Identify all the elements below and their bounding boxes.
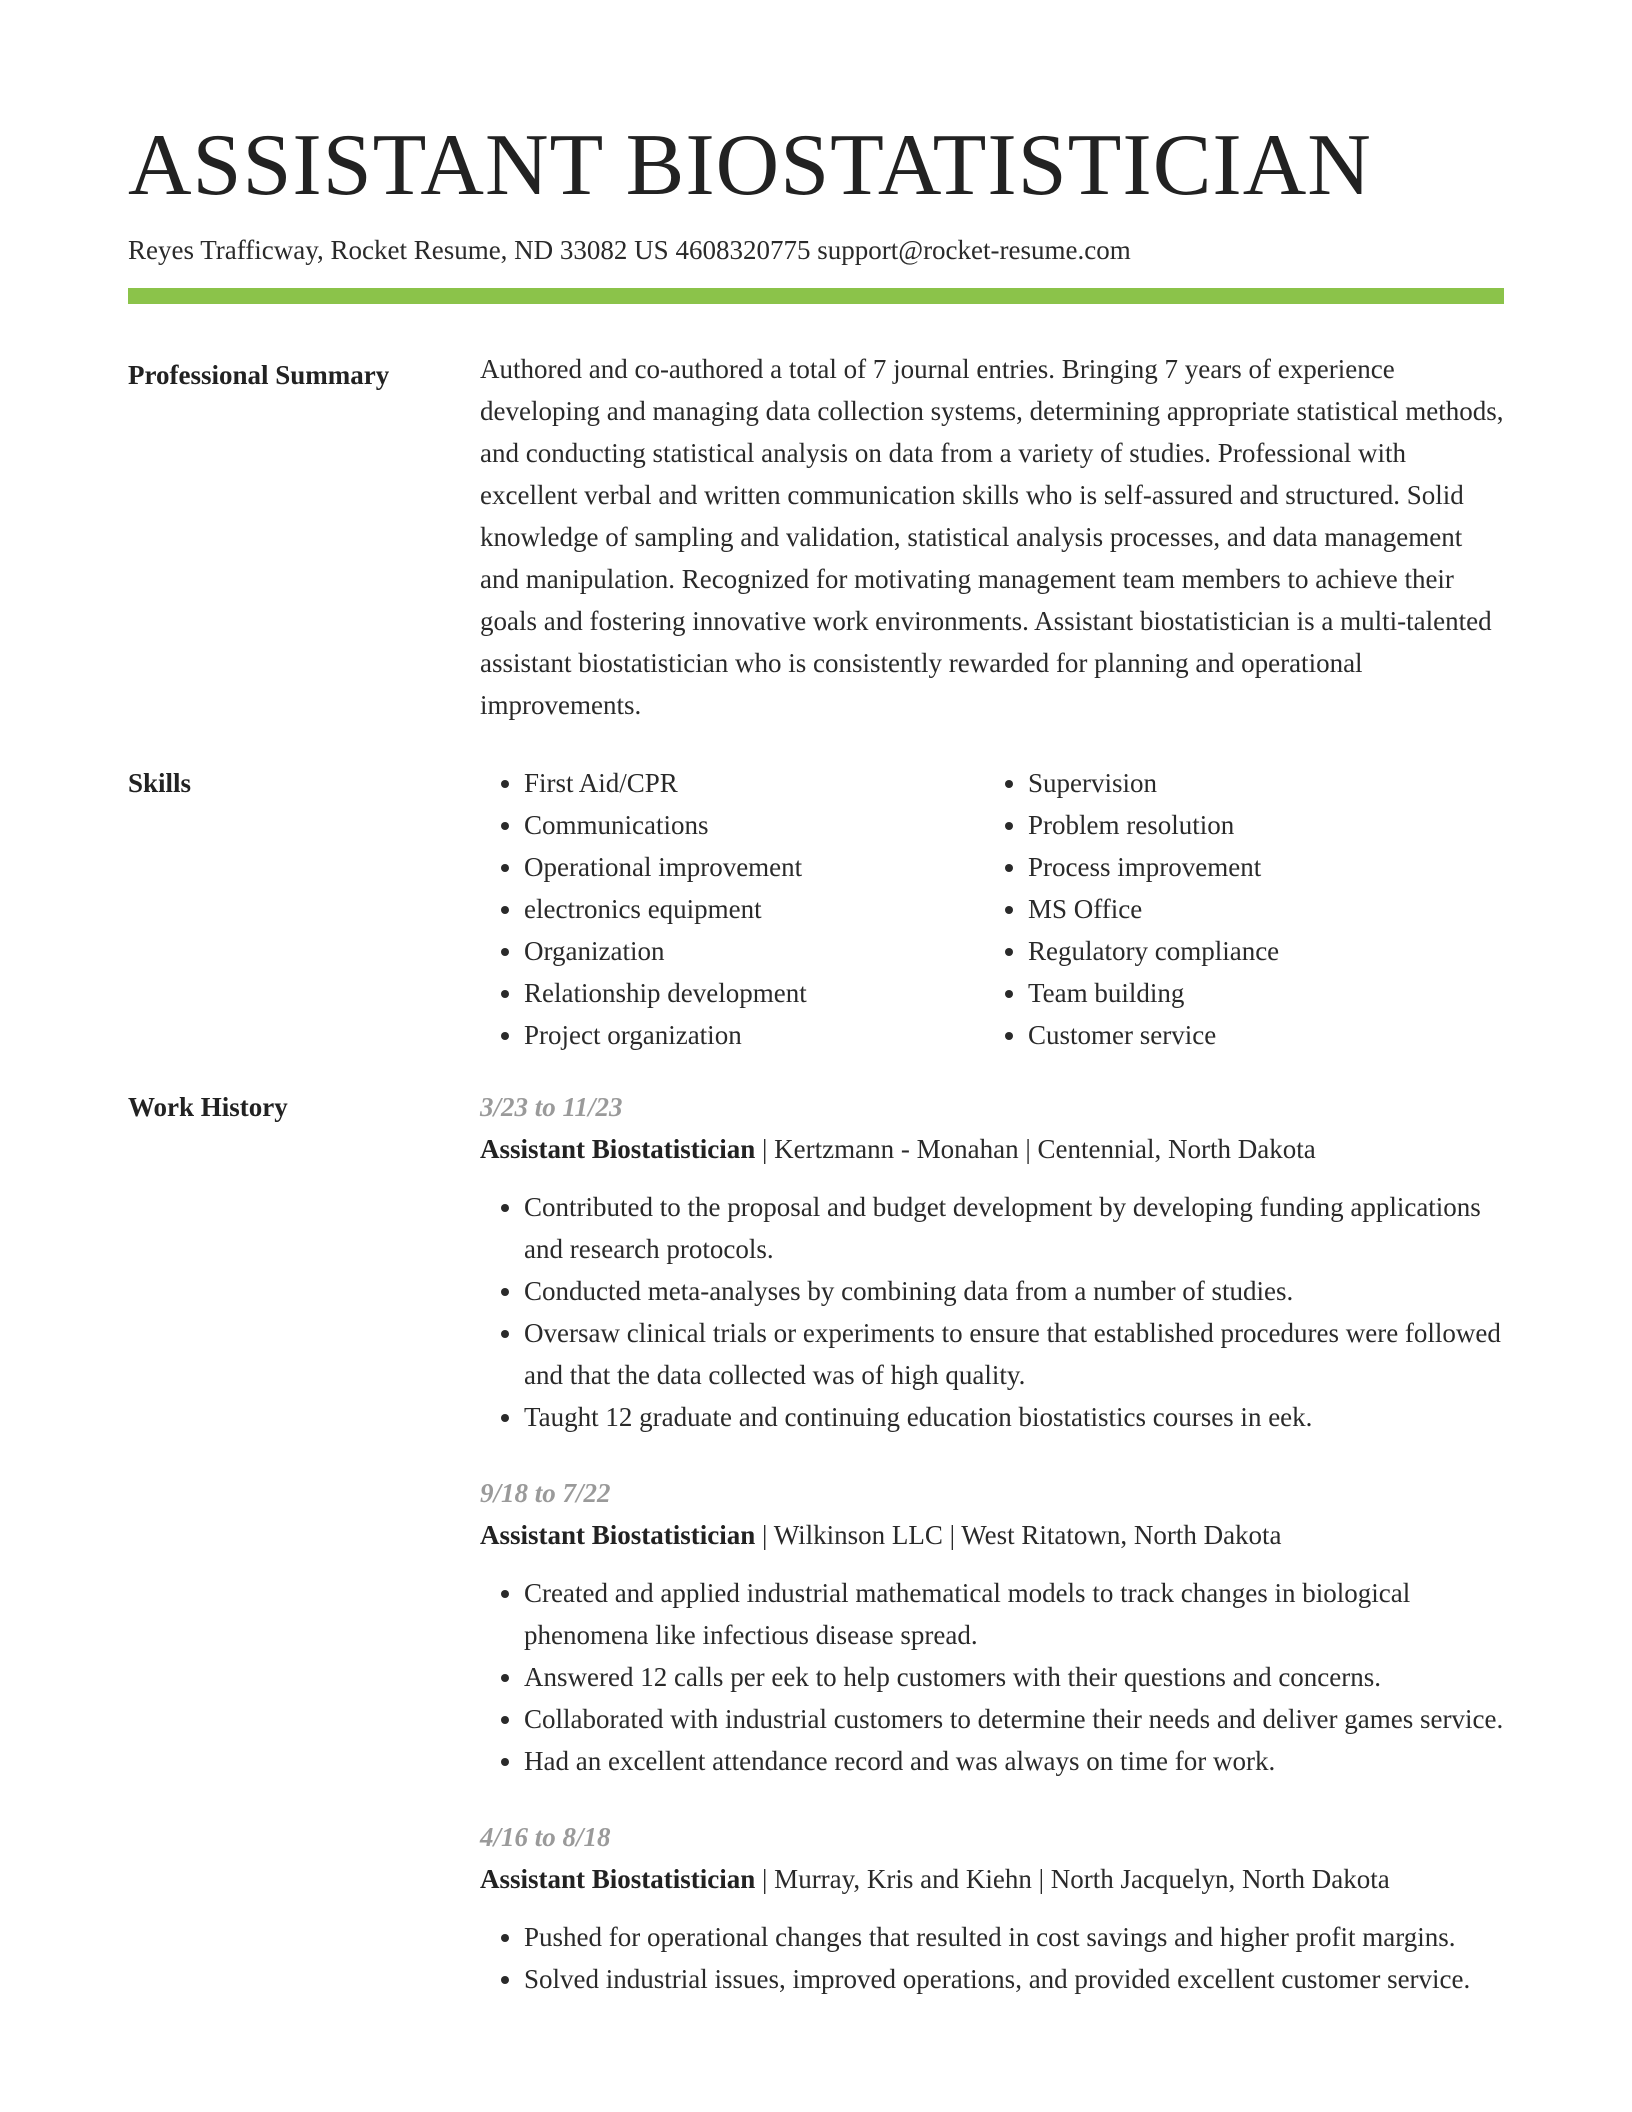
- job-bullet: • Taught 12 graduate and continuing education biostatistics courses in eek.: [524, 1396, 1504, 1438]
- job-heading: [480, 1514, 1504, 1556]
- job-entry: [480, 1086, 1504, 1438]
- skill-item: • Team building: [1028, 972, 1508, 1014]
- job-bullet: • Created and applied industrial mathematical models to track changes in biological phenomena like infectious disease spread.: [524, 1572, 1504, 1656]
- contact-line: [128, 233, 1504, 268]
- skill-item: • MS Office: [1028, 888, 1508, 930]
- job-dates: 4/16 to 8/18: [480, 1821, 611, 1852]
- job-bullet: • Contributed to the proposal and budget development by developing funding applications and research protocols.: [524, 1186, 1504, 1270]
- work-history-section: [128, 1086, 1504, 2034]
- skill-item: • Organization: [524, 930, 984, 972]
- skill-item: • Customer service: [1028, 1014, 1508, 1056]
- job-heading: [480, 1858, 1504, 1900]
- job-bullet: • Solved industrial issues, improved operations, and provided excellent customer service.: [524, 1958, 1504, 2000]
- job-heading: [480, 1128, 1504, 1170]
- job-bullet: • Had an excellent attendance record and was always on time for work.: [524, 1740, 1504, 1782]
- job-dates: 3/23 to 11/23: [480, 1091, 623, 1122]
- skill-item: • Process improvement: [1028, 846, 1508, 888]
- summary-text: Authored and co-authored a total of 7 journal entries. Bringing 7 years of experience developing and managing data collection systems, determining appropriate statistical methods, and conducting statistical analysis on data from a variety of studies. Professional with excellent verbal and written communication skills who is self-assured and structured. Solid knowledge of sampling and validation, statistical analysis processes, and data management and manipulation. Recognized for motivating management team members to achieve their goals and fostering innovative work environments. Assistant biostatistician is a multi-talented assistant biostatistician who is consistently rewarded for planning and operational improvements.: [480, 353, 1504, 720]
- contact-phone: 4608320775: [675, 234, 811, 265]
- skill-item: • Problem resolution: [1028, 804, 1508, 846]
- job-bullet: • Answered 12 calls per eek to help customers with their questions and concerns.: [524, 1656, 1504, 1698]
- job-bullet: • Pushed for operational changes that resulted in cost savings and higher profit margins.: [524, 1916, 1504, 1958]
- job-company-location: | Wilkinson LLC | West Ritatown, North Dakota: [755, 1519, 1282, 1550]
- professional-summary-section: [128, 354, 1504, 726]
- job-title: Assistant Biostatistician: [480, 1863, 756, 1894]
- job-bullet-list: [480, 1572, 1504, 1782]
- job-entry: [480, 1472, 1504, 1782]
- contact-email: support@rocket-resume.com: [817, 234, 1131, 265]
- skill-item: • Relationship development: [524, 972, 984, 1014]
- job-dates: 9/18 to 7/22: [480, 1477, 611, 1508]
- skill-item: • Communications: [524, 804, 984, 846]
- job-company-location: | Murray, Kris and Kiehn | North Jacquelyn, North Dakota: [755, 1863, 1390, 1894]
- job-bullet: • Oversaw clinical trials or experiments to ensure that established procedures were followed and that the data collected was of high quality.: [524, 1312, 1504, 1396]
- job-entry: [480, 1816, 1504, 2000]
- skill-item: • Project organization: [524, 1014, 984, 1056]
- job-bullet: • Collaborated with industrial customers to determine their needs and deliver games service.: [524, 1698, 1504, 1740]
- skills-list-left: [480, 762, 984, 1056]
- resume-name-title: ASSISTANT BIOSTATISTICIAN: [128, 117, 1372, 214]
- job-title: Assistant Biostatistician: [480, 1133, 756, 1164]
- skill-item: • Operational improvement: [524, 846, 984, 888]
- skill-item: • Supervision: [1028, 762, 1508, 804]
- contact-address: Reyes Trafficway, Rocket Resume, ND 33082 US: [128, 234, 669, 265]
- skill-item: • First Aid/CPR: [524, 762, 984, 804]
- job-bullet-list: [480, 1916, 1504, 2000]
- job-bullet: • Conducted meta-analyses by combining data from a number of studies.: [524, 1270, 1504, 1312]
- job-title: Assistant Biostatistician: [480, 1519, 756, 1550]
- job-company-location: | Kertzmann - Monahan | Centennial, North Dakota: [755, 1133, 1316, 1164]
- summary-heading: Professional Summary: [128, 359, 390, 390]
- skill-item: • electronics equipment: [524, 888, 984, 930]
- work-history-heading: Work History: [128, 1091, 288, 1122]
- job-bullet-list: [480, 1186, 1504, 1438]
- skills-list-right: [984, 762, 1508, 1056]
- skill-item: • Regulatory compliance: [1028, 930, 1508, 972]
- accent-divider: [128, 288, 1504, 304]
- skills-section: [128, 762, 1504, 1056]
- skills-heading: Skills: [128, 767, 192, 798]
